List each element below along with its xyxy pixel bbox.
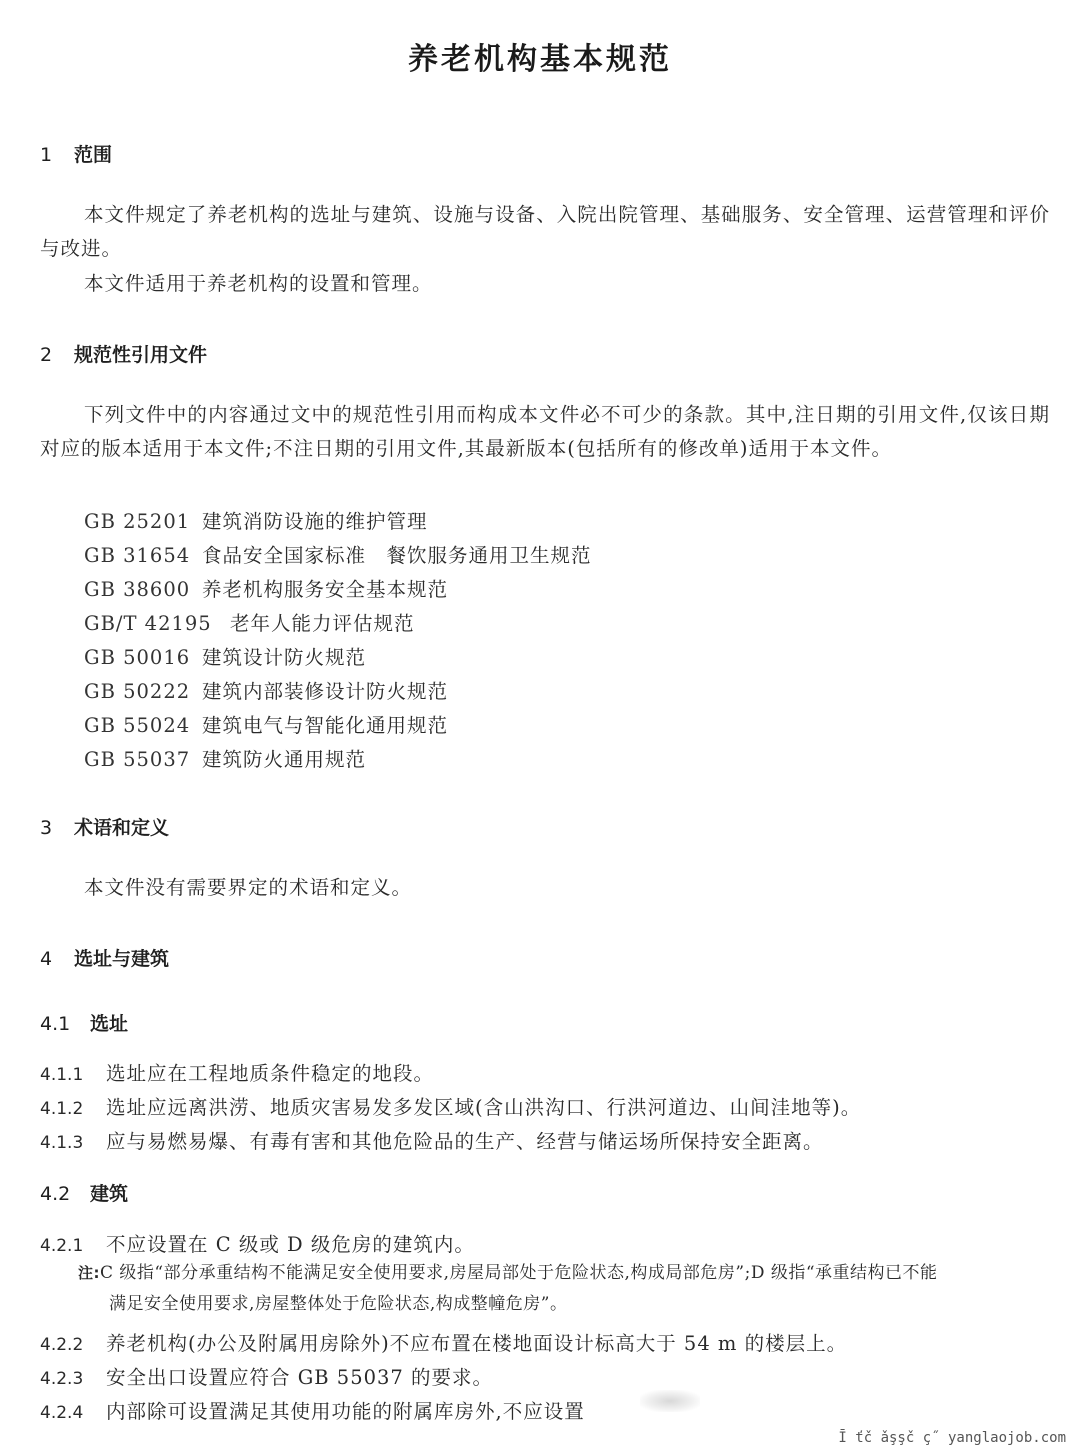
- reference-name: 建筑设计防火规范: [202, 646, 367, 669]
- reference-item: [84, 540, 592, 568]
- reference-item: [84, 506, 428, 534]
- clause-text: 养老机构(办公及附属用房除外)不应布置在楼地面设计标高大于 54 m 的楼层上。: [106, 1332, 848, 1355]
- subsection-heading-4-2: [40, 1179, 128, 1206]
- paragraph: 本文件规定了养老机构的选址与建筑、设施与设备、入院出院管理、基础服务、安全管理、运营管理和评价与改进。: [40, 203, 1050, 260]
- clause-text: 选址应在工程地质条件稳定的地段。: [106, 1062, 435, 1085]
- clause-text: 内部除可设置满足其使用功能的附属库房外,不应设置: [106, 1400, 585, 1423]
- reference-name: 建筑内部装修设计防火规范: [202, 680, 449, 703]
- reference-code: GB 55024: [84, 714, 191, 737]
- clause-text: 安全出口设置应符合 GB 55037 的要求。: [106, 1366, 494, 1389]
- section-number: 2: [40, 344, 53, 366]
- reference-code: GB 50016: [84, 646, 191, 669]
- paragraph: 本文件适用于养老机构的设置和管理。: [84, 272, 433, 295]
- paragraph: 本文件没有需要界定的术语和定义。: [84, 876, 413, 899]
- section-number: 3: [40, 817, 53, 839]
- reference-item: [84, 710, 448, 738]
- clause-number: 4.2.4: [40, 1403, 84, 1423]
- blur-smudge: [640, 1390, 700, 1412]
- section-number: 4: [40, 948, 53, 970]
- note: [78, 1258, 1053, 1320]
- clause: [40, 1126, 824, 1154]
- reference-name: 养老机构服务安全基本规范: [202, 578, 449, 601]
- subsection-title: 建筑: [90, 1183, 129, 1205]
- section-heading-4: [40, 944, 169, 971]
- reference-name: 食品安全国家标准 餐饮服务通用卫生规范: [202, 544, 592, 567]
- reference-item: [84, 642, 366, 670]
- section-heading-3: [40, 813, 169, 840]
- clause-number: 4.1.2: [40, 1099, 84, 1119]
- reference-name: 老年人能力评估规范: [230, 612, 415, 635]
- clause-number: 4.2.1: [40, 1236, 84, 1256]
- clause-number: 4.1.3: [40, 1133, 84, 1153]
- subsection-heading-4-1: [40, 1009, 128, 1036]
- section-title: 范围: [74, 144, 113, 166]
- section-title: 规范性引用文件: [74, 344, 208, 366]
- reference-name: 建筑电气与智能化通用规范: [202, 714, 449, 737]
- subsection-title: 选址: [90, 1013, 129, 1035]
- reference-name: 建筑防火通用规范: [202, 748, 367, 771]
- section-heading-2: [40, 340, 207, 367]
- clause: [40, 1328, 847, 1356]
- clause-number: 4.2.3: [40, 1369, 84, 1389]
- note-label: 注:: [78, 1264, 100, 1282]
- section-title: 术语和定义: [74, 817, 170, 839]
- reference-item: [84, 574, 448, 602]
- reference-item: [84, 608, 415, 636]
- subsection-number: 4.2: [40, 1183, 71, 1205]
- reference-item: [84, 744, 366, 772]
- clause-text: 选址应远离洪涝、地质灾害易发多发区域(含山洪沟口、行洪河道边、山间洼地等)。: [106, 1096, 862, 1119]
- reference-code: GB 25201: [84, 510, 191, 533]
- reference-code: GB 31654: [84, 544, 191, 567]
- note-text-continued: 满足安全使用要求,房屋整体处于危险状态,构成整幢危房”。: [109, 1294, 568, 1314]
- clause: [40, 1092, 861, 1120]
- clause: [40, 1058, 434, 1086]
- note-text: C 级指“部分承重结构不能满足安全使用要求,房屋局部处于危险状态,构成局部危房”;D 级指“承重结构已不能: [100, 1263, 938, 1283]
- paragraph: 下列文件中的内容通过文中的规范性引用而构成本文件必不可少的条款。其中,注日期的引用文件,仅该日期对应的版本适用于本文件;不注日期的引用文件,其最新版本(包括所有的修改单)适用于本文件。: [40, 403, 1050, 460]
- clause: [40, 1229, 475, 1257]
- clause-text: 应与易燃易爆、有毒有害和其他危险品的生产、经营与储运场所保持安全距离。: [106, 1130, 824, 1153]
- reference-code: GB 50222: [84, 680, 191, 703]
- reference-code: GB 38600: [84, 578, 191, 601]
- clause: [40, 1362, 493, 1390]
- section-heading-1: [40, 140, 112, 167]
- document-title: 养老机构基本规范: [408, 42, 672, 77]
- clause-number: 4.1.1: [40, 1065, 84, 1085]
- watermark: Ī ťč ǎşşč ç˝ yanglaojob.com: [834, 1430, 1070, 1446]
- clause: [40, 1396, 585, 1424]
- clause-text: 不应设置在 C 级或 D 级危房的建筑内。: [106, 1233, 475, 1256]
- section-title: 选址与建筑: [74, 948, 170, 970]
- clause-number: 4.2.2: [40, 1335, 84, 1355]
- subsection-number: 4.1: [40, 1013, 71, 1035]
- reference-name: 建筑消防设施的维护管理: [202, 510, 428, 533]
- reference-code: GB 55037: [84, 748, 191, 771]
- reference-code: GB/T 42195: [84, 612, 212, 635]
- reference-item: [84, 676, 448, 704]
- section-number: 1: [40, 144, 53, 166]
